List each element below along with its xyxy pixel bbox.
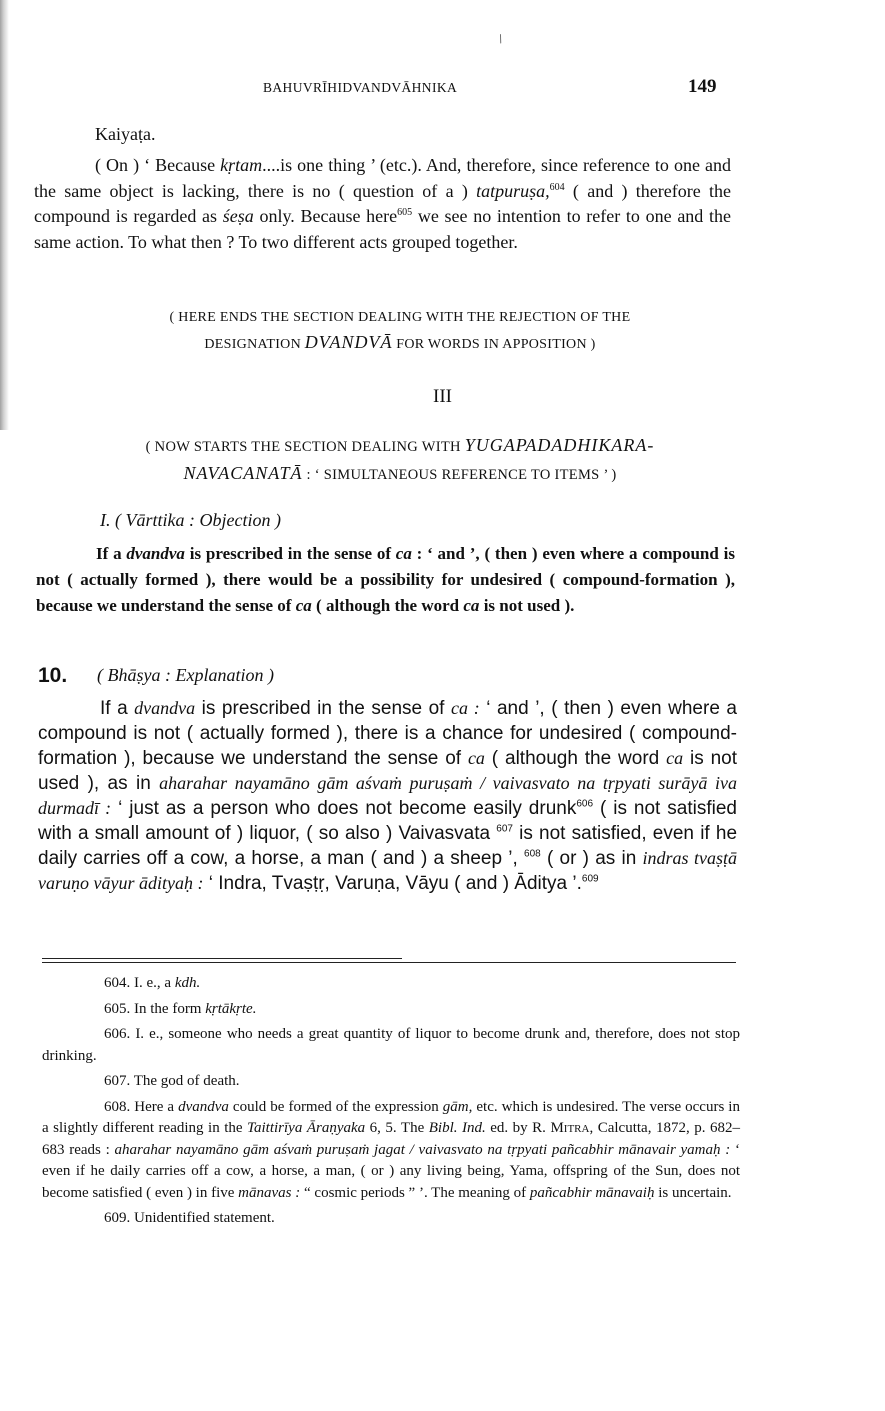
- footnote-609: 609. Unidentified statement.: [104, 1210, 275, 1226]
- footnote-ref-604[interactable]: 604: [549, 181, 565, 193]
- running-head: BAHUVRĪHIDVANDVĀHNIKA: [263, 80, 458, 95]
- footnotes: [42, 973, 740, 1234]
- footnote-604: 604. I. e., a kdh.: [104, 975, 201, 991]
- pencil-mark: /: [496, 30, 505, 47]
- footnote-ref-605[interactable]: 605: [397, 207, 413, 218]
- section-end-heading: ( HERE ENDS THE SECTION DEALING WITH THE REJECTION OF THE DESIGNATION DVANDVĀ FOR WORDS IN APPOSITION ): [169, 310, 631, 352]
- footnote-606: 606. I. e., someone who needs a great quantity of liquor to become drunk and, therefore, does not stop drinking.: [42, 1026, 740, 1064]
- footnote-605: 605. In the form kṛtākṛte.: [104, 1000, 257, 1017]
- footnote-608: 608. Here a dvandva could be formed of the expression gām, etc. which is undesired. The verse occurs in a slightly different reading in the Taittirīya Āraṇyaka 6, 5. The Bibl. Ind. ed. by R. Mitra, Calcutta, 1872, p. 682–683 reads : aharahar nayamāno gām aśvaṁ puruṣaṁ jagat / vaivasvato na tṛpyati pañcabhir mānavair yamaḥ : ‘ even if he daily carries off a cow, a horse, a man, ( or ) any living being, Yama, offspring of the Sun, does not become satisfied ( even ) in five mānavas : “ cosmic periods ” ’. The meaning of pañcabhir mānavaiḥ is uncertain.: [42, 1098, 740, 1201]
- section-start-heading: ( NOW STARTS THE SECTION DEALING WITH YUGAPADADHIKARA- NAVACANATĀ : ‘ SIMULTANEOUS REFERENCE TO ITEMS ’ ): [145, 435, 655, 483]
- speaker-kaiyata: Kaiyaṭa.: [95, 124, 156, 144]
- footnote-rule: [42, 962, 736, 963]
- section-roman-numeral: III: [433, 386, 452, 407]
- footnote-ref-608[interactable]: 608: [524, 848, 541, 860]
- footnote-rule-short: [42, 958, 402, 959]
- footnote-607: 607. The god of death.: [104, 1073, 240, 1089]
- varttika-text: If a dvandva is prescribed in the sense of ca : ‘ and ’, ( then ) even where a compound is not ( actually formed ), there would be a possibility for undesired ( compound-formation ), because we understand the sense of ca ( although the word ca is not used ).: [36, 544, 735, 615]
- scan-edge-shadow: [0, 0, 9, 430]
- footnote-ref-607[interactable]: 607: [496, 823, 513, 835]
- varttika-label: I. ( Vārttika : Objection ): [100, 510, 281, 530]
- footnote-ref-609[interactable]: 609: [581, 873, 599, 885]
- footnote-ref-606[interactable]: 606: [576, 798, 594, 810]
- page-number: 149: [688, 76, 717, 97]
- paragraph-kaiyata: ( On ) ‘ Because kṛtam....is one thing ’ (etc.). And, therefore, since reference to one and the same object is lacking, there is no ( question of a ) tatpuruṣa,$^{604}$ ( and ) therefore the compound is regarded as śeṣa only. Because here$^{605}$ we see no intention to refer to one and the same action. To what then ? To two different acts grouped together.: [34, 155, 731, 252]
- page-header: [0, 78, 885, 102]
- bhasya-label: ( Bhāṣya : Explanation ): [97, 665, 274, 685]
- section-number: 10.: [38, 664, 68, 687]
- bhasya-text: If a dvandva is prescribed in the sense of ca : ‘ and ’, ( then ) even where a compound is not ( actually formed ), there is a chance for undesired ( compound-formation ), because we understand the sense of ca ( although the word ca is not used ), as in aharahar nayamāno gām aśvaṁ puruṣaṁ / vaivasvato na tṛpyati surāyā iva durmadī : ‘ just as a person who does not become easily drunk$^{606}$ ( is not satisfied with a small amount of ) liquor, ( so also ) Vaivasvata $^{607}$ is not satisfied, even if he daily carries off a cow, a horse, a man ( and ) a sheep ’, $^{608}$ ( or ) as in indras tvaṣṭā varuṇo vāyur ādityaḥ : ‘ Indra, Tvaṣṭṛ, Varuṇa, Vāyu ( and ) Āditya ’.$^{609}$: [38, 698, 738, 894]
